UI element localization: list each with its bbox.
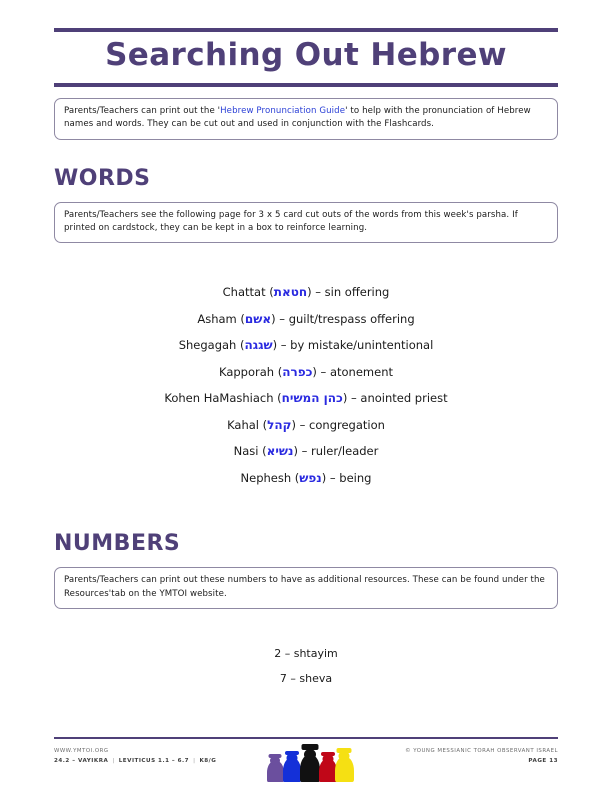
title-rule-bottom <box>54 83 558 87</box>
word-transliteration: Chattat <box>222 285 266 300</box>
word-transliteration: Kohen HaMashiach <box>164 391 274 406</box>
footer-copyright: © YOUNG MESSIANIC TORAH OBSERVANT ISRAEL <box>405 748 558 754</box>
word-meaning: being <box>339 470 372 485</box>
word-transliteration: Shegagah <box>178 338 237 353</box>
list-item: Asham (אשם) – guilt/trespass offering <box>197 311 415 326</box>
word-transliteration: Nephesh <box>240 470 292 485</box>
footer-right <box>405 746 558 767</box>
number-numeral: 7 <box>279 671 287 685</box>
list-item: Nasi (נשיא) – ruler/leader <box>233 444 379 459</box>
numbers-note-text: Parents/Teachers can print out these numbers to have as additional resources. These can be found under the Resources'tab on the YMTOI website. <box>64 575 545 599</box>
list-item: Chattat (חטאת) – sin offering <box>222 285 390 300</box>
hebrew-pronunciation-guide-link[interactable]: Hebrew Pronunciation Guide <box>220 106 346 117</box>
footer-separator: | <box>193 758 196 765</box>
word-hebrew: נשיא <box>266 444 294 459</box>
word-hebrew: נפש <box>299 470 322 485</box>
word-transliteration: Nasi <box>233 444 259 459</box>
list-item: Kahal (קהל) – congregation <box>227 417 385 432</box>
word-hebrew: קהל <box>267 417 292 432</box>
numbers-note-box <box>54 567 558 609</box>
number-name: sheva <box>299 671 333 685</box>
footer-lesson: 24.2 – VAYIKRA <box>54 758 109 765</box>
logo-person-blue <box>283 751 301 782</box>
word-hebrew: כהן המשיח <box>281 391 343 406</box>
list-item: 7 – sheva <box>279 671 333 685</box>
number-name: shtayim <box>293 646 338 660</box>
word-hebrew: חטאת <box>273 285 308 300</box>
word-meaning: anointed priest <box>360 391 448 406</box>
intro-note-box <box>54 98 558 140</box>
page-footer <box>54 737 558 782</box>
word-meaning: ruler/leader <box>311 444 379 459</box>
word-transliteration: Kapporah <box>218 364 275 379</box>
word-transliteration: Asham <box>197 311 237 326</box>
word-meaning: guilt/trespass offering <box>288 311 415 326</box>
footer-page-number: PAGE 13 <box>528 758 558 765</box>
page-title: Searching Out Hebrew <box>105 37 507 73</box>
word-list <box>54 279 558 491</box>
intro-note-text <box>64 105 548 132</box>
word-meaning: sin offering <box>324 285 390 300</box>
word-hebrew: שגגה <box>244 338 273 353</box>
section-heading-numbers: NUMBERS <box>54 531 181 557</box>
words-note-text: Parents/Teachers see the following page for 3 x 5 card cut outs of the words from this week's parsha. If printed on cardstock, they can be kept in a box to reinforce learning. <box>64 209 518 234</box>
word-meaning: by mistake/unintentional <box>290 338 434 353</box>
word-hebrew: אשם <box>244 311 272 326</box>
list-item: 2 – shtayim <box>274 646 338 660</box>
logo-person-purple <box>267 756 284 782</box>
intro-note-text-after: ' to help with the pronunciation of Hebrew names and words. They can be cut out and used in conjunction with the Flashcards. <box>64 106 531 130</box>
word-transliteration: Kahal <box>227 417 259 432</box>
words-note-box <box>54 202 558 244</box>
logo-person-yellow <box>335 748 354 782</box>
footer-left <box>54 746 216 767</box>
footer-website[interactable]: WWW.YMTOI.ORG <box>54 748 109 754</box>
number-list <box>54 641 558 691</box>
footer-grade: K8/G <box>199 758 217 765</box>
footer-separator: | <box>112 758 115 765</box>
section-heading-words: WORDS <box>54 165 151 191</box>
footer-meta <box>54 756 216 767</box>
word-meaning: atonement <box>329 364 393 379</box>
list-item: Shegagah (שגגה) – by mistake/unintentional <box>178 338 434 353</box>
number-numeral: 2 <box>274 646 282 660</box>
footer-rule <box>54 737 558 739</box>
footer-row <box>54 746 558 782</box>
logo-person-black <box>300 744 320 782</box>
list-item: Kohen HaMashiach (כהן המשיח) – anointed priest <box>164 391 448 406</box>
list-item: Kapporah (כפרה) – atonement <box>218 364 393 379</box>
footer-reference: LEVITICUS 1.1 – 6.7 <box>118 758 190 765</box>
word-hebrew: כפרה <box>282 364 313 379</box>
intro-note-text-before: Parents/Teachers can print out the ' <box>64 106 221 117</box>
word-meaning: congregation <box>309 417 385 432</box>
list-item: Nephesh (נפש) – being <box>240 470 372 485</box>
ymtoi-people-logo-icon <box>265 742 357 782</box>
